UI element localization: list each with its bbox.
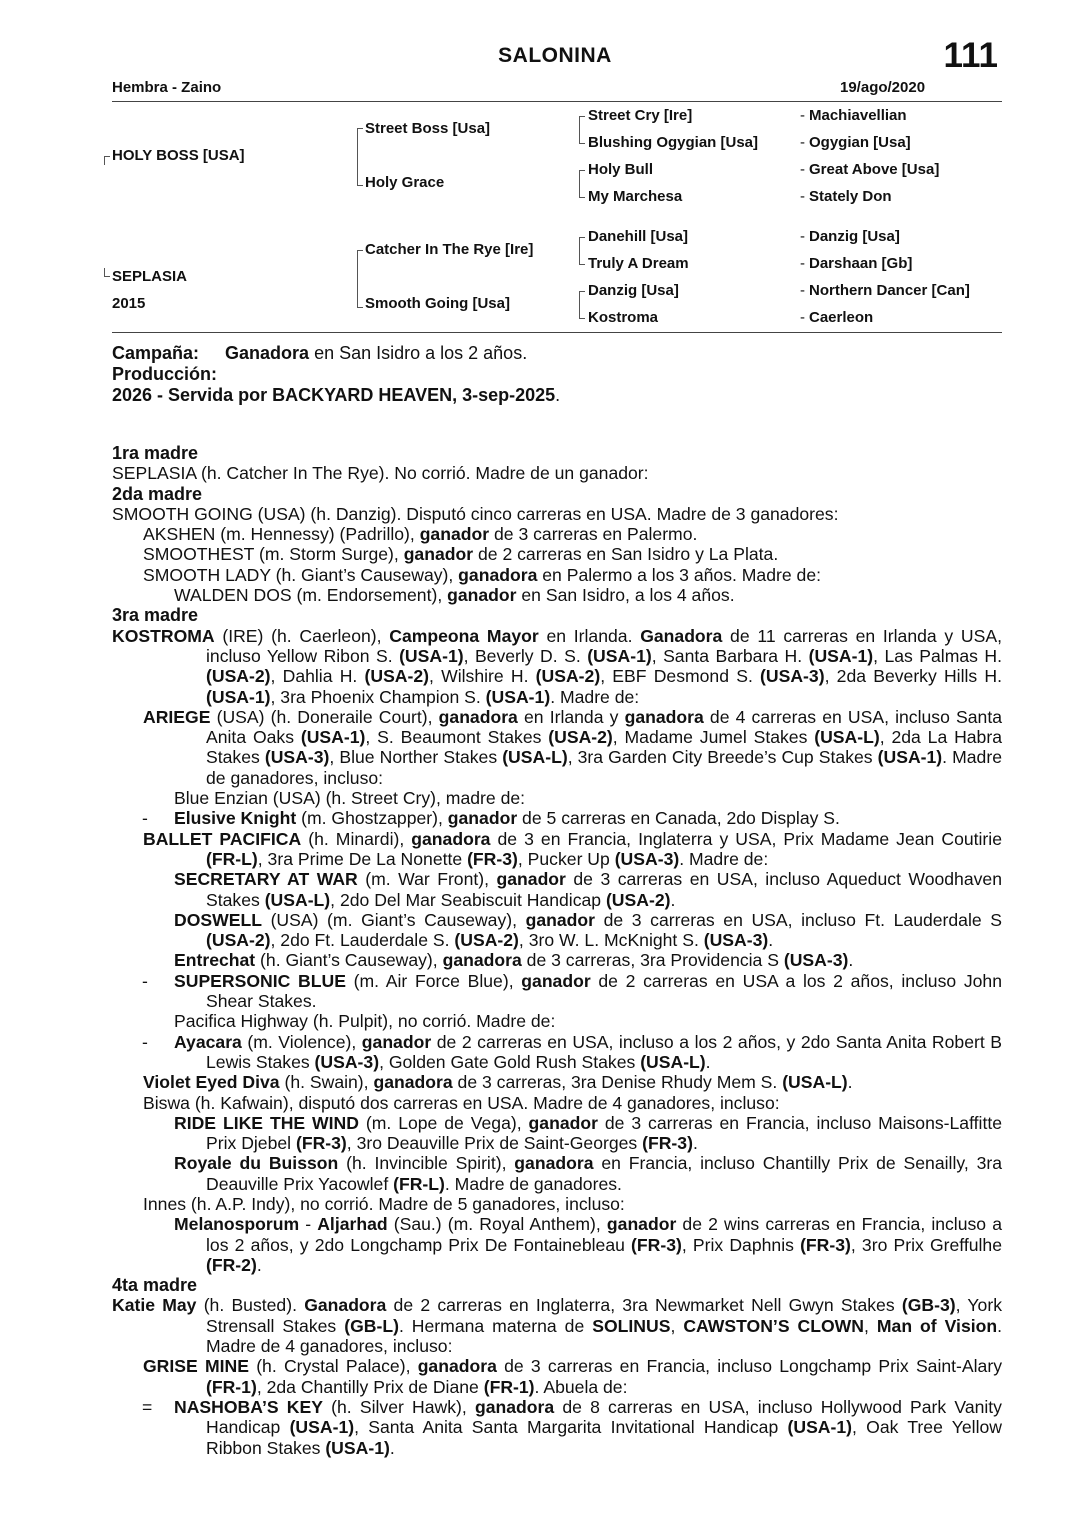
text: de 4 carreras en USA, incluso Santa Anita Oaks: [206, 706, 1002, 748]
bold-text: SOLINUS: [592, 1315, 671, 1336]
gen4-1: Machiavellian: [809, 107, 907, 124]
third-dam-entry: [112, 1194, 1002, 1214]
bold-text: (USA-1): [399, 645, 464, 666]
text: . Madre de ganadores.: [444, 1173, 622, 1194]
bold-text: (FR-1): [206, 1376, 257, 1397]
bold-text: (FR-3): [467, 848, 518, 869]
text: .: [768, 930, 774, 951]
list-marker: -: [142, 1031, 148, 1052]
bold-text: (USA-1): [289, 1417, 355, 1438]
gen4-7: Northern Dancer [Can]: [809, 282, 970, 299]
bold-text: (USA-L): [502, 747, 568, 768]
bold-text: Katie May: [112, 1295, 197, 1316]
gen3-7: Danzig [Usa]: [588, 282, 679, 299]
third-dam-entries: [112, 626, 1002, 1276]
text: (h. Crystal Palace),: [248, 1356, 418, 1377]
bold-text: (USA-3): [703, 930, 769, 951]
bold-text: Aljarhad: [317, 1214, 388, 1235]
text: en Irlanda y: [517, 706, 625, 727]
bold-text: (USA-1): [206, 686, 271, 707]
text: , Oak Tree Yellow Ribbon Stakes: [206, 1417, 1002, 1458]
production-line: 2026 - Servida por BACKYARD HEAVEN, 3-sep-2025: [112, 385, 556, 405]
text: (IRE) (h. Caerleon),: [214, 625, 390, 646]
gen4-6: Darshaan [Gb]: [809, 255, 913, 272]
third-dam-heading: 3ra madre: [112, 605, 199, 626]
bold-text: (USA-2): [364, 666, 430, 687]
page-title: SALONINA: [498, 44, 612, 67]
text: Biswa (h. Kafwain), disputó dos carreras en USA. Madre de 4 ganadores, incluso:: [143, 1092, 780, 1113]
text: (m. Violence),: [241, 1031, 362, 1052]
bold-text: (USA-3): [614, 848, 680, 869]
text: (USA) (m. Giant’s Causeway),: [261, 909, 526, 930]
gen3-8: Kostroma: [588, 309, 659, 326]
bold-text: (USA-2): [454, 930, 519, 951]
bold-text: CAWSTON’S CLOWN: [683, 1315, 864, 1336]
dash: -: [800, 188, 805, 205]
text: , Beverly D. S.: [463, 645, 588, 666]
text: ganador: [447, 585, 517, 606]
sex-color: Hembra - Zaino: [112, 79, 222, 96]
text: , Golden Gate Gold Rush Stakes: [379, 1051, 641, 1072]
text: , York Strensall Stakes: [206, 1295, 1002, 1336]
sire-sire: Street Boss [Usa]: [365, 120, 491, 137]
text: , 3ro Prix Greffulhe: [850, 1234, 1002, 1255]
bold-text: (USA-1): [300, 727, 366, 748]
bold-text: (USA-L): [640, 1051, 706, 1072]
gen3-5: Danehill [Usa]: [588, 228, 689, 245]
text: (m. Air Force Blue),: [345, 970, 522, 991]
text: ganador: [403, 544, 474, 565]
bold-text: ganador: [521, 970, 591, 991]
text: Innes (h. A.P. Indy), no corrió. Madre de 5 ganadores, incluso:: [143, 1193, 625, 1214]
fourth-dam-entries: [112, 1295, 1002, 1457]
bold-text: Ayacara: [174, 1031, 242, 1052]
bold-text: ganadora: [411, 828, 491, 849]
text: (h. Swain),: [279, 1072, 374, 1093]
bracket: [579, 116, 585, 144]
bold-text: (USA-1): [808, 645, 874, 666]
text: .: [847, 1072, 853, 1093]
bold-text: ganador: [606, 1214, 677, 1235]
bold-text: BALLET PACIFICA: [143, 828, 302, 849]
bold-text: Royale du Buisson: [174, 1153, 339, 1174]
text: , Wilshire H.: [429, 666, 536, 687]
dash: -: [800, 228, 805, 245]
third-dam-entry: [112, 626, 1002, 707]
bold-text: (USA-1): [325, 1437, 390, 1458]
gen4-2: Ogygian [Usa]: [809, 134, 911, 151]
bold-text: ganadora: [438, 706, 518, 727]
text: , 3ro W. L. McKnight S.: [518, 930, 704, 951]
text: , 2da Beverky Hills H.: [824, 666, 1003, 687]
produce-walden-dos: [112, 585, 1002, 605]
bold-text: (FR-3): [642, 1133, 693, 1154]
bold-text: ARIEGE: [143, 706, 211, 727]
text: de 2 carreras en Inglaterra, 3ra Newmarket Nell Gwyn Stakes: [386, 1295, 902, 1316]
bold-text: ganadora: [514, 1153, 594, 1174]
bold-text: KOSTROMA: [112, 625, 215, 646]
bracket: [579, 291, 585, 319]
bold-text: ganadora: [417, 1356, 497, 1377]
gen3-4: My Marchesa: [588, 188, 683, 205]
page-number: 111: [943, 36, 998, 75]
text: de 3 carreras en Palermo.: [489, 524, 698, 545]
third-dam-entry: [112, 707, 1002, 788]
text: (h. Silver Hawk),: [322, 1396, 475, 1417]
bracket: [579, 237, 585, 265]
text: (h. Invincible Spirit),: [338, 1153, 515, 1174]
bold-text: Campeona Mayor: [389, 625, 539, 646]
text: , Las Palmas H.: [873, 645, 1002, 666]
text: de 3 carreras en USA, incluso Ft. Lauderdale S: [595, 909, 1002, 930]
bold-text: (USA-3): [264, 747, 330, 768]
dash: -: [800, 134, 805, 151]
text: .: [670, 889, 676, 910]
fourth-dam-heading: 4ta madre: [112, 1275, 198, 1296]
bold-text: (USA-2): [206, 930, 271, 951]
bold-text: (FR-1): [483, 1376, 535, 1397]
pedigree-rule: [112, 332, 1002, 333]
third-dam-entry: [112, 1153, 1002, 1194]
list-marker: -: [142, 970, 148, 991]
bold-text: (USA-L): [782, 1072, 848, 1093]
text: AKSHEN (m. Hennessy) (Padrillo),: [143, 524, 420, 545]
bold-text: ganador: [528, 1112, 598, 1133]
text: Blue Enzian (USA) (h. Street Cry), madre de:: [174, 788, 526, 809]
bold-text: Man of Vision: [876, 1315, 998, 1336]
text: (m. War Front),: [357, 869, 497, 890]
text: , 2da Chantilly Prix de Diane: [256, 1376, 484, 1397]
text: , Blue Norther Stakes: [329, 747, 503, 768]
production-end: .: [555, 385, 561, 405]
bold-text: (USA-L): [814, 727, 880, 748]
text: , 2da La Habra Stakes: [206, 727, 1002, 768]
text: (m. Ghostzapper),: [296, 808, 448, 829]
text: ,: [864, 1315, 877, 1336]
bold-text: Elusive Knight: [174, 808, 297, 829]
produce-smooth-lady: [112, 565, 1002, 585]
text: , Santa Barbara H.: [651, 645, 809, 666]
third-dam-entry: [112, 788, 1002, 808]
text: , Dahlia H.: [270, 666, 365, 687]
bold-text: (USA-3): [783, 950, 849, 971]
bold-text: ganador: [361, 1031, 432, 1052]
third-dam-entry: [112, 1032, 1002, 1073]
bold-text: (FR-2): [206, 1254, 257, 1275]
text: (h. Giant’s Causeway),: [255, 950, 443, 971]
third-dam-entry: [112, 971, 1002, 1012]
bracket: [104, 156, 110, 165]
text: -: [299, 1214, 318, 1235]
dash: -: [800, 309, 805, 326]
dam: SEPLASIA: [112, 268, 188, 285]
gen4-8: Caerleon: [809, 309, 874, 326]
bold-text: (GB-L): [344, 1315, 399, 1336]
text: (Sau.) (m. Royal Anthem),: [387, 1214, 607, 1235]
bold-text: Ganadora: [640, 625, 723, 646]
bold-text: (USA-1): [587, 645, 652, 666]
bold-text: (USA-3): [314, 1051, 380, 1072]
gen3-6: Truly A Dream: [588, 255, 689, 272]
third-dam-entry: [112, 1113, 1002, 1154]
production-label: Producción:: [112, 364, 218, 384]
sire: HOLY BOSS [USA]: [112, 147, 245, 164]
bold-text: (GB-3): [901, 1295, 956, 1316]
text: , S. Beaumont Stakes: [365, 727, 549, 748]
sire-dam: Holy Grace: [365, 174, 445, 191]
text: (h. Busted).: [196, 1295, 305, 1316]
text: en Francia, incluso Chantilly Prix de Senailly, 3ra Deauville Prix Yacowlef: [206, 1153, 1002, 1194]
bold-text: (FR-3): [295, 1133, 347, 1154]
text: de 8 carreras en USA, incluso Hollywood Park Vanity Handicap: [206, 1396, 1002, 1438]
bold-text: ganadora: [373, 1072, 453, 1093]
text: WALDEN DOS (m. Endorsement),: [174, 585, 448, 606]
list-marker: -: [142, 808, 148, 829]
gen3-3: Holy Bull: [588, 161, 654, 178]
bold-text: (USA-L): [264, 889, 331, 910]
fourth-dam-entry: [112, 1295, 1002, 1356]
bold-text: (USA-1): [787, 1417, 853, 1438]
text: en Palermo a los 3 años. Madre de:: [537, 564, 821, 585]
third-dam-entry: [112, 1072, 1002, 1092]
bold-text: (FR-3): [631, 1234, 682, 1255]
third-dam-entry: [112, 1214, 1002, 1275]
bold-text: (USA-2): [548, 727, 613, 748]
text: . Madre de:: [550, 686, 640, 707]
text: de 3 carreras en Francia, incluso Maisons-Laffitte Prix Djebel: [206, 1112, 1003, 1154]
dam-dam: Smooth Going [Usa]: [365, 295, 510, 312]
bold-text: (FR-L): [206, 848, 258, 869]
bold-text: ganador: [447, 808, 518, 829]
text: de 3 carreras en USA, incluso Aqueduct Woodhaven Stakes: [206, 869, 1002, 910]
gen3-2: Blushing Ogygian [Usa]: [588, 134, 759, 151]
text: ganador: [419, 524, 490, 545]
text: , Prix Daphnis: [681, 1234, 801, 1255]
text: en San Isidro, a los 4 años.: [516, 585, 735, 606]
bold-text: (USA-2): [535, 666, 601, 687]
gen4-3: Great Above [Usa]: [809, 161, 940, 178]
text: , Pucker Up: [517, 848, 615, 869]
text: , 3ro Deauville Prix de Saint-Georges: [346, 1133, 643, 1154]
produce-akshen: [112, 524, 1002, 544]
gen4-4: Stately Don: [809, 188, 892, 205]
gen4-5: Danzig [Usa]: [809, 228, 900, 245]
text: . Hermana materna de: [398, 1315, 593, 1336]
list-marker: =: [142, 1396, 153, 1417]
bold-text: (USA-3): [760, 666, 825, 687]
third-dam-entry: [112, 910, 1002, 951]
bracket: [357, 128, 363, 186]
text: de 2 wins carreras en Francia, incluso a los 2 años, y 2do Longchamp Prix De Fontainebleau: [206, 1214, 1002, 1255]
bold-text: ganadora: [442, 950, 522, 971]
fourth-dam-entry: [112, 1397, 1002, 1458]
text: de 2 carreras en USA, incluso a los 2 años, y 2do Santa Anita Robert B Lewis Stakes: [206, 1031, 1002, 1072]
text: Pacifica Highway (h. Pulpit), no corrió. Madre de:: [174, 1011, 556, 1032]
bold-text: RIDE LIKE THE WIND: [174, 1112, 359, 1133]
text: (m. Lope de Vega),: [358, 1112, 529, 1133]
text: .: [705, 1051, 711, 1072]
campaign-block: [112, 343, 1002, 406]
bold-text: SECRETARY AT WAR: [174, 869, 358, 890]
text: . Madre de 4 ganadores, incluso:: [206, 1315, 1003, 1357]
text: ganadora: [458, 564, 538, 585]
text: .: [848, 950, 854, 971]
bold-text: (USA-1): [877, 747, 943, 768]
bold-text: (FR-3): [800, 1234, 851, 1255]
bold-text: Melanosporum: [174, 1214, 300, 1235]
bold-text: ganadora: [624, 706, 704, 727]
bold-text: DOSWELL: [174, 909, 262, 930]
bracket: [104, 268, 110, 277]
text: . Abuela de:: [534, 1376, 628, 1397]
text: SMOOTH LADY (h. Giant’s Causeway),: [143, 564, 459, 585]
text: de 2 carreras en USA a los 2 años, incluso John Shear Stakes.: [206, 970, 1002, 1012]
bold-text: ganadora: [474, 1396, 555, 1417]
second-dam-heading: 2da madre: [112, 483, 203, 504]
text: , 2do Ft. Lauderdale S.: [270, 930, 455, 951]
text: de 3 carreras en Francia, incluso Longchamp Prix Saint-Alary: [496, 1356, 1002, 1377]
first-dam-heading: 1ra madre: [112, 443, 199, 463]
gen3-1: Street Cry [Ire]: [588, 107, 693, 124]
first-dam-text: SEPLASIA (h. Catcher In The Rye). No corrió. Madre de un ganador:: [112, 463, 649, 484]
dam-sire: Catcher In The Rye [Ire]: [365, 241, 534, 258]
bracket: [579, 170, 585, 198]
bold-text: GRISE MINE: [143, 1356, 249, 1377]
bold-text: NASHOBA’S KEY: [174, 1396, 323, 1417]
text: , 3ra Prime De La Nonette: [257, 848, 468, 869]
bold-text: Entrechat: [174, 950, 256, 971]
fourth-dam-entry: [112, 1356, 1002, 1397]
dash: -: [800, 282, 805, 299]
bold-text: ganador: [496, 869, 566, 890]
campaign-label: Campaña:: [112, 343, 200, 363]
text: de 11 carreras en Irlanda y USA, incluso Yellow Ribon S.: [206, 625, 1002, 666]
text: , EBF Desmond S.: [600, 666, 761, 687]
bold-text: SUPERSONIC BLUE: [174, 970, 346, 991]
date: 19/ago/2020: [840, 79, 926, 96]
text: de 3 en Francia, Inglaterra y USA, Prix Madame Jean Coutirie: [490, 828, 1002, 849]
header-rule: [112, 101, 1002, 102]
produce-smoothest: [112, 544, 1002, 564]
bold-text: ganador: [525, 909, 596, 930]
campaign-rest: en San Isidro a los 2 años.: [309, 343, 528, 363]
family-section: [112, 443, 1002, 1458]
third-dam-entry: [112, 829, 1002, 870]
third-dam-entry: [112, 869, 1002, 910]
campaign-result: Ganadora: [225, 343, 310, 363]
bold-text: Violet Eyed Diva: [143, 1072, 280, 1093]
bracket: [357, 250, 363, 308]
text: ,: [670, 1315, 684, 1336]
text: , 2do Del Mar Seabiscuit Handicap: [330, 889, 606, 910]
text: .: [389, 1437, 395, 1458]
text: . Madre de ganadores, incluso:: [206, 747, 1002, 788]
text: de 5 carreras en Canada, 2do Display S.: [517, 808, 840, 829]
text: , Madame Jumel Stakes: [612, 727, 815, 748]
text: .: [256, 1254, 262, 1275]
text: .: [692, 1133, 698, 1154]
third-dam-entry: [112, 950, 1002, 970]
text: , 3ra Garden City Breede’s Cup Stakes: [567, 747, 878, 768]
bold-text: (USA-2): [206, 666, 271, 687]
third-dam-entry: [112, 1011, 1002, 1031]
bold-text: Ganadora: [304, 1295, 387, 1316]
bold-text: (FR-L): [393, 1173, 445, 1194]
text: de 2 carreras en San Isidro y La Plata.: [473, 544, 779, 565]
dam-year: 2015: [112, 295, 146, 312]
text: de 3 carreras, 3ra Denise Rhudy Mem S.: [452, 1072, 783, 1093]
text: (USA) (h. Doneraile Court),: [210, 706, 439, 727]
text: en Irlanda.: [538, 625, 641, 646]
text: , 3ra Phoenix Champion S.: [270, 686, 486, 707]
text: de 3 carreras, 3ra Providencia S: [521, 950, 784, 971]
dash: -: [800, 255, 805, 272]
second-dam-text: SMOOTH GOING (USA) (h. Danzig). Disputó cinco carreras en USA. Madre de 3 ganadores:: [112, 503, 839, 524]
bold-text: (USA-2): [605, 889, 671, 910]
third-dam-entry: [112, 1093, 1002, 1113]
text: SMOOTHEST (m. Storm Surge),: [143, 544, 404, 565]
text: (h. Minardi),: [301, 828, 412, 849]
text: . Madre de:: [679, 848, 769, 869]
bold-text: (USA-1): [485, 686, 551, 707]
text: , Santa Anita Santa Margarita Invitational Handicap: [354, 1417, 788, 1438]
dash: -: [800, 161, 805, 178]
third-dam-entry: [112, 808, 1002, 828]
dash: -: [800, 107, 805, 124]
